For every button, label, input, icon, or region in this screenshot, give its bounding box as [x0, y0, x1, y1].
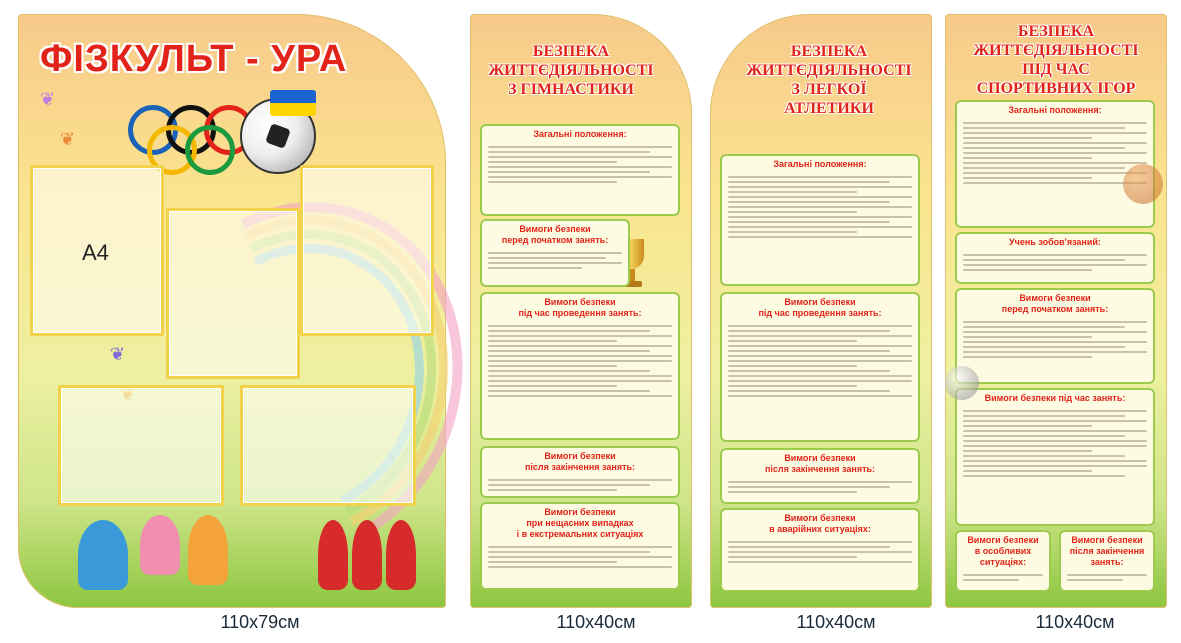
section-accidents: Вимоги безпеки при нещасних випадках і в екстремальних ситуаціях: [480, 502, 680, 590]
section-after-lessons: Вимоги безпеки після закінчення занять:: [1059, 530, 1155, 592]
kids-illustration: [188, 515, 228, 585]
size-label: 110х79см: [220, 612, 300, 632]
kids-illustration: [140, 515, 180, 575]
kids-illustration: [352, 520, 382, 590]
section-special-situations: Вимоги безпеки в особливих ситуаціях:: [955, 530, 1051, 592]
section-after-lessons: Вимоги безпеки після закінчення занять:: [480, 446, 680, 498]
size-label: 110х40см: [556, 612, 636, 632]
stand-title: БЕЗПЕКА ЖИТТЄДІЯЛЬНОСТІ З ГІМНАСТИКИ: [488, 43, 654, 98]
kids-illustration: [78, 520, 128, 590]
a4-pocket: [166, 208, 300, 379]
section-during-lessons: Вимоги безпеки під час проведення занять:: [480, 292, 680, 440]
butterfly-icon: ❦: [110, 344, 126, 364]
butterfly-icon: ❦: [60, 129, 76, 149]
a4-pocket: [300, 165, 434, 336]
section-general: Загальні положення:: [480, 124, 680, 216]
stand-gymnastics: [470, 14, 692, 608]
section-general: Загальні положення:: [720, 154, 920, 286]
section-after-lessons: Вимоги безпеки після закінчення занять:: [720, 448, 920, 504]
stand-title: ФІЗКУЛЬТ - УРА: [40, 38, 348, 80]
stand-title: БЕЗПЕКА ЖИТТЄДІЯЛЬНОСТІ З ЛЕГКОЇ АТЛЕТИКИ: [746, 43, 912, 117]
pocket-size-label: А4: [82, 240, 109, 265]
butterfly-icon: ❦: [40, 89, 56, 109]
ukraine-flag-icon: [270, 90, 316, 116]
section-before-lessons: Вимоги безпеки перед початком занять:: [955, 288, 1155, 384]
section-during-lessons: Вимоги безпеки під час проведення занять:: [720, 292, 920, 442]
soccer-ball-icon: [945, 366, 979, 400]
kids-illustration: [318, 520, 348, 590]
stand-title: БЕЗПЕКА ЖИТТЄДІЯЛЬНОСТІ ПІД ЧАС СПОРТИВНИХ ІГОР: [973, 23, 1139, 97]
a4-pocket: [58, 385, 224, 506]
section-during-lessons: Вимоги безпеки під час занять:: [955, 388, 1155, 526]
section-general: Загальні положення:: [955, 100, 1155, 228]
basketball-icon: [1123, 164, 1163, 204]
section-student-obligations: Учень зобов'язаний:: [955, 232, 1155, 284]
size-label: 110х40см: [796, 612, 876, 632]
stand-sport-games: [945, 14, 1167, 608]
kids-illustration: [386, 520, 416, 590]
section-emergency: Вимоги безпеки в аварійних ситуаціях:: [720, 508, 920, 592]
size-label: 110х40см: [1035, 612, 1115, 632]
stand-athletics: [710, 14, 932, 608]
section-before-lessons: Вимоги безпеки перед початком занять:: [480, 219, 630, 287]
a4-pocket: [240, 385, 416, 506]
